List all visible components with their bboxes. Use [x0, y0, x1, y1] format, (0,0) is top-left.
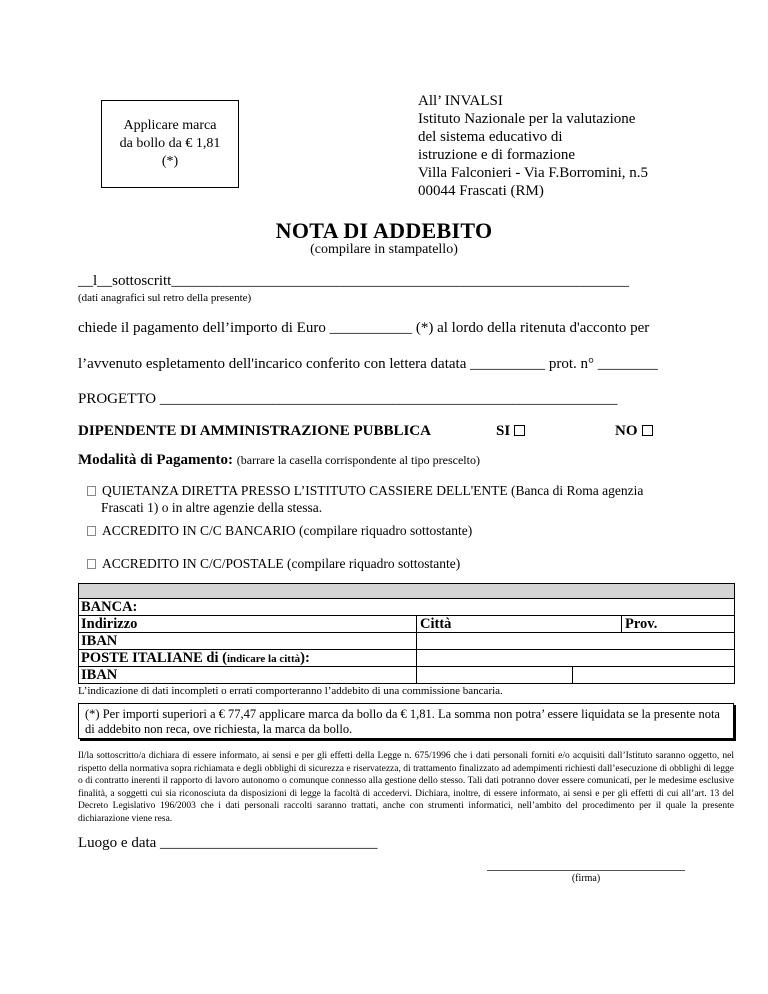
payment-hint: (barrare la casella corrispondente al tipo prescelto): [236, 453, 480, 467]
public-employee-yes[interactable]: [496, 423, 525, 440]
document-title: NOTA DI ADDEBITO: [275, 218, 493, 243]
project-field[interactable]: [78, 391, 617, 408]
stamp-note-box: (*) Per importi superiori a € 77,47 applicare marca da bollo da € 1,81. La somma non potra’ essere liquidata se la presente nota di addebito non reca, ove richiesta, la marca da bollo.: [78, 703, 734, 739]
privacy-statement: Il/la sottoscritto/a dichiara di essere informato, ai sensi e per gli effetti della Legge n. 675/1996 che i dati personali forniti e/o acquisiti dall’Istituto saranno oggetto, nel rispetto della normativa sopra richiamata e degli obblighi di sicurezza e riservatezza, di trattamento finalizzato ad adempimenti richiesti dall’esecuzione di obblighi di legge o di contratto inerenti il rapporto di lavoro autonomo o comunque connesso alla gestione dello stesso. Tali dati potranno dover essere comunicati, per le medesime esclusive finalità, a soggetti cui sia riconosciuta da disposizioni di legge la facoltà di accedervi. Dichiara, inoltre, di essere informato, ai sensi e per gli effetti di cui all’art. 13 del Decreto Legislativo 196/2003 che i dati personali raccolti saranno trattati, anche con strumenti informatici, nell’ambito del procedimento per il quale la presente dichiarazione viene resa.: [78, 751, 734, 824]
option-2-label: ACCREDITO IN C/C BANCARIO (compilare riquadro sottostante): [102, 523, 473, 538]
poste-cell[interactable]: [416, 650, 734, 666]
public-employee-label: DIPENDENTE DI AMMINISTRAZIONE PUBBLICA: [78, 423, 431, 439]
grid-note: L’indicazione di dati incompleti o errati comporteranno l’addebito di una commissione bancaria.: [78, 685, 503, 697]
option-3-label: ACCREDITO IN C/C/POSTALE (compilare riquadro sottostante): [102, 556, 461, 571]
bank-label: BANCA:: [81, 599, 138, 615]
grid-row-address[interactable]: [78, 616, 735, 633]
addressee-line: del sistema educativo di: [418, 129, 563, 145]
poste-hint: indicare la città: [226, 653, 301, 665]
poste-label: POSTE ITALIANE di (: [81, 650, 227, 666]
iban-cell[interactable]: [416, 633, 734, 649]
iban2-cell-b[interactable]: [572, 667, 734, 683]
payment-option-3[interactable]: [87, 556, 460, 572]
stamp-line-1: Applicare marca: [123, 118, 217, 133]
no-label: NO: [615, 423, 638, 439]
payment-option-1[interactable]: [87, 482, 643, 516]
prov-label: Prov.: [625, 616, 658, 632]
grid-row-bank[interactable]: [78, 599, 735, 616]
option-checkbox-icon[interactable]: [87, 526, 96, 536]
addressee-line: All’ INVALSI: [418, 93, 503, 109]
no-checkbox-icon[interactable]: [642, 425, 653, 436]
iban-label: IBAN: [81, 633, 118, 649]
poste-end: ):: [300, 650, 310, 666]
option-checkbox-icon[interactable]: [87, 486, 96, 496]
stamp-line-3: (*): [161, 154, 179, 169]
signature-line[interactable]: [487, 870, 685, 871]
yes-label: SI: [496, 423, 511, 439]
payment-option-2[interactable]: [87, 523, 472, 539]
stamp-box: [101, 100, 239, 188]
project-label: PROGETTO: [78, 391, 157, 407]
document-subtitle: (compilare in stampatello): [310, 242, 458, 257]
payment-mode: [78, 452, 480, 469]
signer-note: (dati anagrafici sul retro della presente): [78, 292, 252, 304]
addressee-line: 00044 Frascati (RM): [418, 183, 544, 199]
address-label: Indirizzo: [81, 616, 138, 632]
bank-grid: [78, 583, 735, 684]
option-checkbox-icon[interactable]: [87, 559, 96, 569]
payment-label: Modalità di Pagamento:: [78, 452, 233, 468]
prov-cell[interactable]: [621, 616, 734, 632]
grid-row-poste[interactable]: [78, 650, 735, 667]
public-employee-no[interactable]: [615, 423, 653, 440]
grid-row-iban[interactable]: [78, 633, 735, 650]
signer-line[interactable]: __l__sottoscritt_____________________________________________________________: [78, 273, 629, 289]
place-date-field[interactable]: Luogo e data _____________________________: [78, 835, 378, 851]
request-line-1[interactable]: chiede il pagamento dell’importo di Euro ___________ (*) al lordo della ritenuta d'acconto per: [78, 320, 650, 336]
option-1-cont: Frascati 1) o in altre agenzie della stessa.: [101, 500, 323, 515]
addressee-line: Istituto Nazionale per la valutazione: [418, 111, 636, 127]
yes-checkbox-icon[interactable]: [514, 425, 525, 436]
grid-row-iban-2[interactable]: [78, 667, 735, 684]
addressee-block: [418, 92, 648, 200]
signature-label: (firma): [571, 873, 601, 884]
addressee-line: istruzione e di formazione: [418, 147, 576, 163]
grid-header-bar: [78, 583, 735, 599]
project-line[interactable]: _____________________________________________________________: [159, 391, 618, 407]
stamp-line-2: da bollo da € 1,81: [119, 136, 221, 151]
addressee-line: Villa Falconieri - Via F.Borromini, n.5: [418, 165, 649, 181]
option-1-label: QUIETANZA DIRETTA PRESSO L’ISTITUTO CASSIERE DELL'ENTE (Banca di Roma agenzia: [102, 483, 644, 498]
city-label: Città: [420, 616, 452, 632]
request-line-2[interactable]: l’avvenuto espletamento dell'incarico conferito con lettera datata __________ prot. n° ________: [78, 356, 658, 372]
iban2-label: IBAN: [81, 667, 118, 683]
